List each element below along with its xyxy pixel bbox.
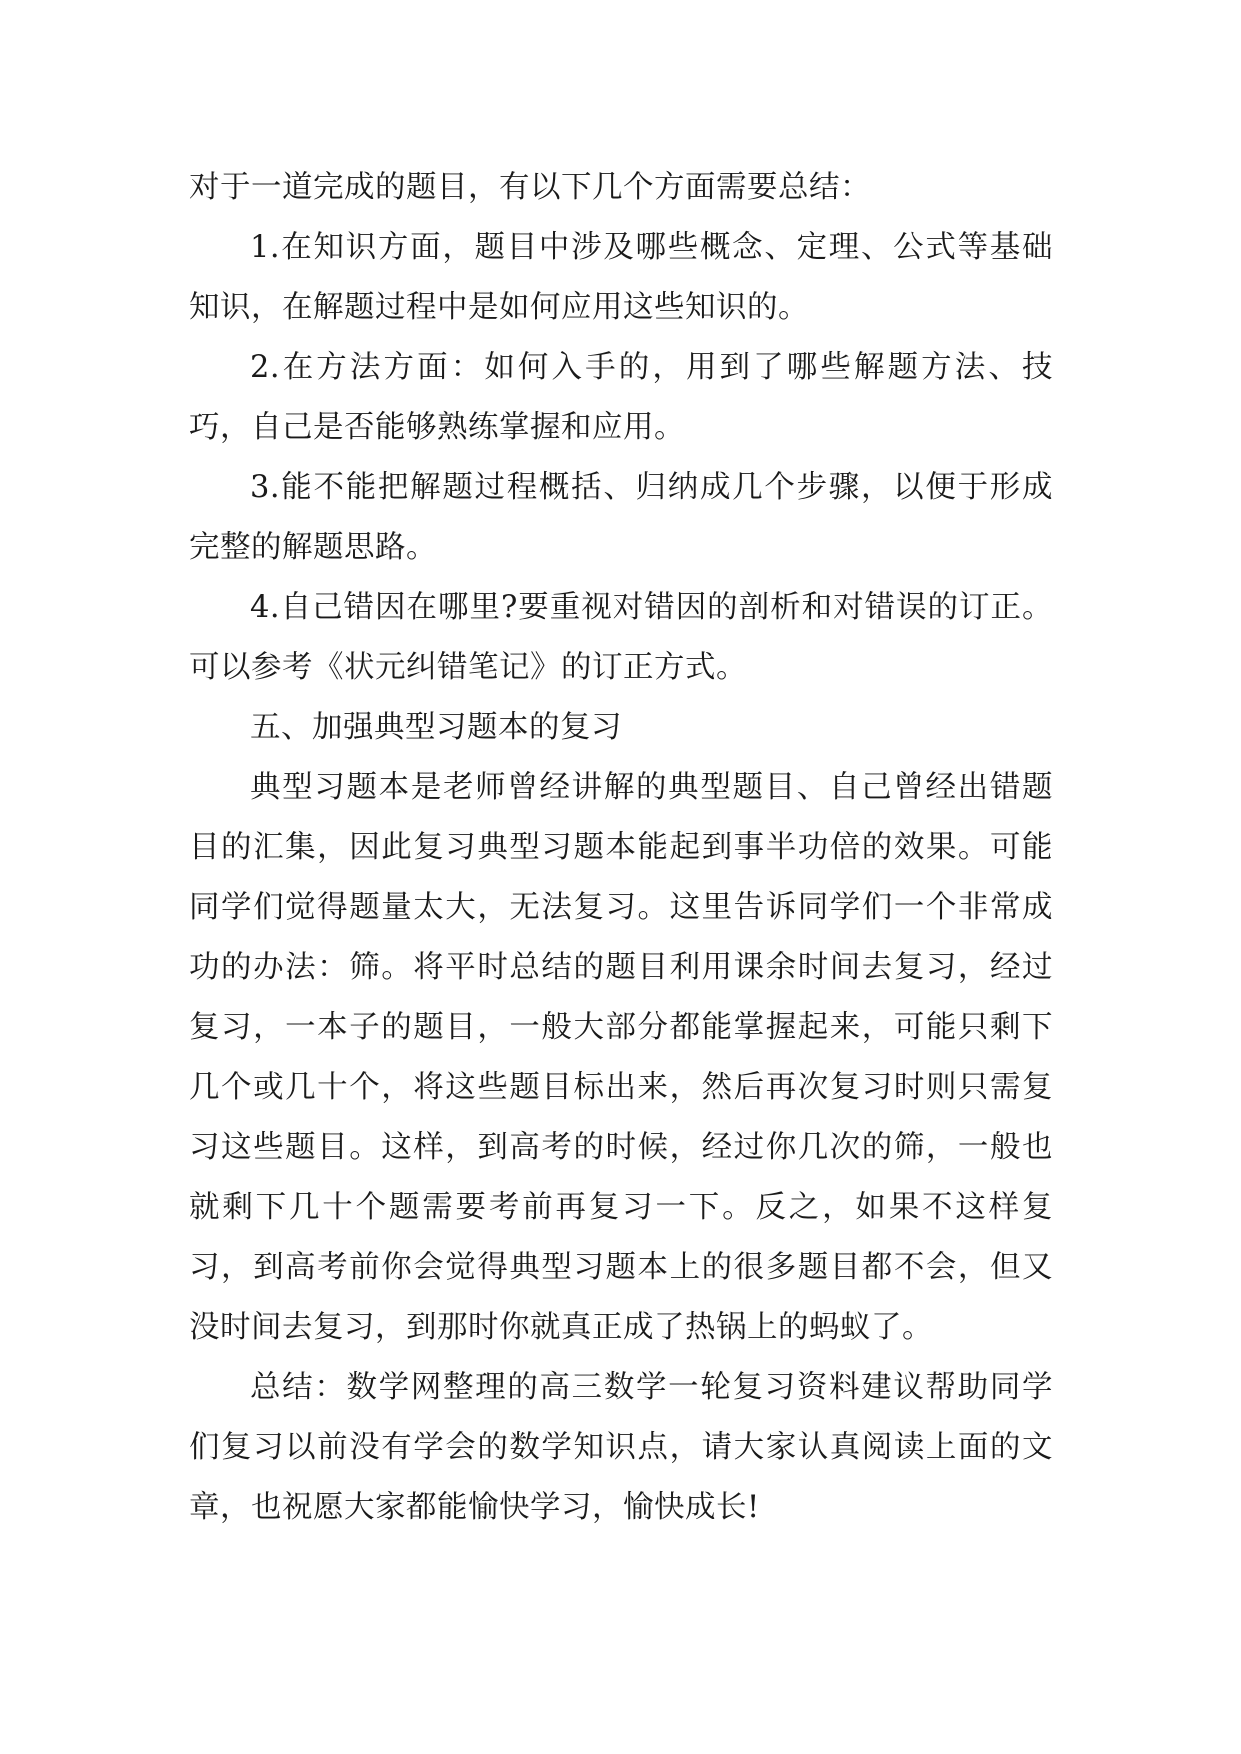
paragraph-item-3: 3.能不能把解题过程概括、归纳成几个步骤，以便于形成完整的解题思路。 (189, 470, 1053, 565)
paragraph-body: 典型习题本是老师曾经讲解的典型题目、自己曾经出错题目的汇集，因此复习典型习题本能起到事半功倍的效果。可能同学们觉得题量太大，无法复习。这里告诉同学们一个非常成功的办法：筛。将平时总结的题目利用课余时间去复习，经过复习，一本子的题目，一般大部分都能掌握起来，可能只剩下几个或几十个，将这些题目标出来，然后再次复习时则只需复习这些题目。这样，到高考的时候，经过你几次的筛，一般也就剩下几十个题需要考前再复习一下。反之，如果不这样复习，到高考前你会觉得典型习题本上的很多题目都不会，但又没时间去复习，到那时你就真正成了热锅上的蚂蚁了。 (189, 770, 1053, 1345)
paragraph-item-4: 4.自己错因在哪里?要重视对错因的剖析和对错误的订正。可以参考《状元纠错笔记》的订正方式。 (189, 590, 1053, 685)
section-heading: 五、加强典型习题本的复习 (250, 710, 622, 745)
paragraph-item-2: 2.在方法方面：如何入手的，用到了哪些解题方法、技巧，自己是否能够熟练掌握和应用。 (189, 350, 1053, 445)
paragraph-intro: 对于一道完成的题目，有以下几个方面需要总结： (189, 170, 871, 205)
paragraph-item-1: 1.在知识方面，题目中涉及哪些概念、定理、公式等基础知识，在解题过程中是如何应用这些知识的。 (189, 230, 1053, 325)
document-body (189, 158, 1053, 1538)
paragraph-summary: 总结：数学网整理的高三数学一轮复习资料建议帮助同学们复习以前没有学会的数学知识点，请大家认真阅读上面的文章，也祝愿大家都能愉快学习，愉快成长! (189, 1370, 1053, 1525)
